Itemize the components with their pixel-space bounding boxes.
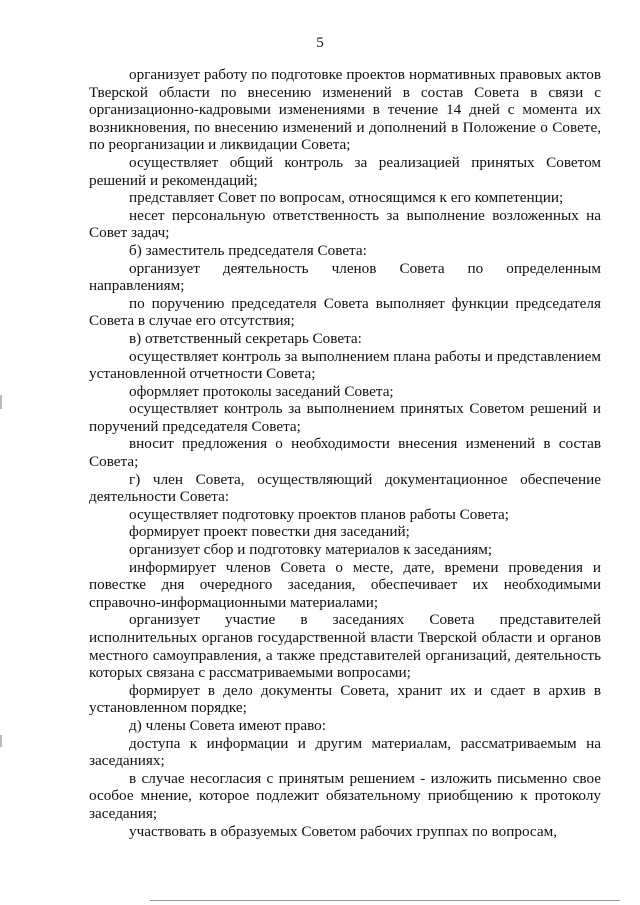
section-heading: в) ответственный секретарь Совета:	[129, 329, 362, 347]
paragraph: организует сбор и подготовку материалов к заседаниям;	[129, 541, 493, 559]
page-number: 5	[316, 35, 324, 51]
paragraph: осуществляет контроль за выполнением принятых Советом решений и поручений председателя Совета;	[89, 400, 601, 435]
paragraph: представляет Совет по вопросам, относящимся к его компетенции;	[129, 189, 564, 207]
paragraph: организует деятельность членов Совета по определенным направлениям;	[89, 259, 601, 295]
paragraph: осуществляет общий контроль за реализацией принятых Советом решений и рекомендаций;	[89, 153, 601, 189]
section-heading: д) члены Совета имеют право:	[129, 716, 326, 734]
paragraph: формирует проект повестки дня заседаний;	[129, 523, 410, 541]
paragraph: организует участие в заседаниях Совета представителей исполнительных органов государственной власти Тверской области и органов местного самоуправления, а также представителей организаций, деятельность которых связана с рассматриваемыми вопросами;	[89, 611, 601, 682]
scan-edge-mark	[0, 395, 2, 409]
section-heading: б) заместитель председателя Совета:	[129, 241, 367, 259]
paragraph: оформляет протоколы заседаний Совета;	[129, 382, 394, 400]
paragraph: вносит предложения о необходимости внесения изменений в состав Совета;	[89, 435, 601, 471]
document-body	[89, 66, 601, 840]
scan-bottom-edge	[150, 900, 620, 901]
paragraph: осуществляет контроль за выполнением плана работы и представлением установленной отчетности Совета;	[89, 347, 601, 383]
paragraph: доступа к информации и другим материалам, рассматриваемым на заседаниях;	[89, 734, 601, 770]
paragraph: несет персональную ответственность за выполнение возложенных на Совет задач;	[89, 206, 601, 242]
paragraph: осуществляет подготовку проектов планов работы Совета;	[129, 505, 509, 523]
scan-edge-mark	[0, 735, 2, 747]
paragraph: в случае несогласия с принятым решением - изложить письменно свое особое мнение, которое подлежит обязательному приобщению к протоколу заседания;	[89, 769, 601, 822]
paragraph: по поручению председателя Совета выполняет функции председателя Совета в случае его отсутствия;	[89, 294, 601, 330]
paragraph: формирует в дело документы Совета, хранит их и сдает в архив в установленном порядке;	[89, 681, 601, 717]
paragraph: организует работу по подготовке проектов нормативных правовых актов Тверской области по внесению изменений в состав Совета в связи с организационно-кадровыми изменениями в течение 14 дней с момента их возникновения, по внесению изменений и дополнений в Положение о Совете, по реорганизации и ликвидации Совета;	[89, 66, 601, 154]
paragraph: информирует членов Совета о месте, дате, времени проведения и повестке дня очередного заседания, обеспечивает их необходимыми справочно-информационными материалами;	[89, 558, 601, 611]
section-heading: г) член Совета, осуществляющий документационное обеспечение деятельности Совета:	[89, 470, 601, 506]
paragraph: участвовать в образуемых Советом рабочих группах по вопросам,	[129, 822, 557, 840]
